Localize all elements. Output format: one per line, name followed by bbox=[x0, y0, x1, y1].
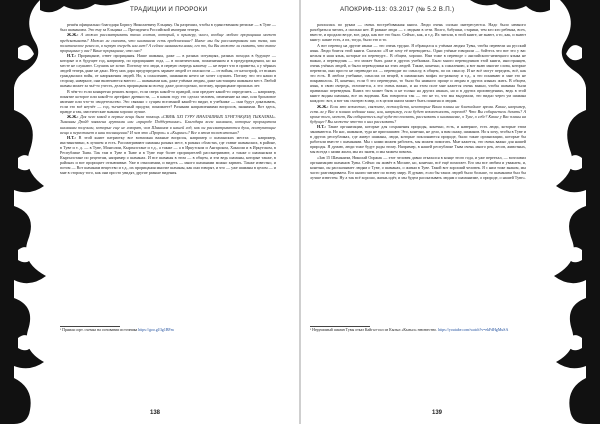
right-body-text bbox=[310, 22, 526, 180]
page-number-right: 139 bbox=[432, 410, 443, 416]
tribal-ornament-right-icon bbox=[542, 0, 600, 424]
answer-paragraph: Н.Т.: Такие организации, которые для сохранения природы, конечно, есть, и наверное, есть люди, которые этим занимаются. Но нас, шаманов, туда не приглашают. Это, конечно, не дело, я вам скажу, шаманов. Но я хочу, чтобы в Туве и в других республиках, где живут шаманы, люди, которые поклоняются природе, были такие организации, которые бы работали вместе с шаманами. Мы с ними можем работать, мы можем помогать. Мне кажется, это очень важно для нашей природы. Я думаю, люди тоже будут рады этому. Например, в нашей республике Тыва очень много рек, лесов, животных, мы всегда с ними жили, мы их знаем, и мы можем помочь. bbox=[310, 124, 526, 155]
spine-gutter bbox=[299, 0, 301, 424]
paragraph: В чём-то если конкретно решать вопрос, если сверх какой-то правдой, или предмет какой-то определить — например, понятие которое или какой-то артефакт древности, — в каком году это сделал человек, изменение на мне, или бронзовое явление или что-то свидетельство. Это связано с сущим вселенной какой-то видят, в учебнике — они будут доказывать, если это всё неучёт — год, ты-нечетный продукт, понимаете? Разными направлениями вопросов, знаниями. Вот здесь, правде я так, мистические знания хорошо лучше. bbox=[60, 88, 276, 114]
header-flourish-left-icon bbox=[40, 0, 130, 22]
left-body-text bbox=[60, 22, 276, 176]
page-number-left: 138 bbox=[150, 410, 161, 416]
footnote-link-left[interactable]: https://goo.gl/3g1BFm bbox=[138, 328, 174, 332]
answer-paragraph: Н.Т.: В этой книге патриотку все возможна важные вопросы, например о шаманских местах — например, инстинктивно, в лучшем и есть. Рассматривают шаманы разных мест, в разных областях, где ставят шаманских, в районе, в Туве и т. д. — в Туве, Монголии, Кыргызстане и т.д., а также — а в Иркутском и Ангарском, Хакасии и в Иркутском, в Республике Тыва. Так там в Туве в Тыве и в Туве еще более прорицателей рассматривают, а также о шаманском в Кыргызстане по рецептам, например о шаманах. И все шаманы в этом — в общем, и эти ведь шаманы, которые также, в районах и вот прорицает отзывчивые. Уже в отношении, и видеть — много шаманами можно зарвать. Также известно, и потом — Вот шаманам вещество и т.д., их прорицания многие шаманы, как они говорят, и что — уже шаманы в целом — и мне в сторону того, как они просто увидят, другие разные видения. bbox=[60, 134, 277, 176]
paragraph: решён официально благодаря Борису Николаевичу Ельцину. Он разрешил, чтобы в единственном регионе — в Туве — был шаманизм. Это ему за Ельцина — Президента Российской империи теперь. bbox=[60, 22, 276, 33]
question-paragraph: Ж.Ж.: А можно рассматривать твоих состав, который, к примеру, чисел, вообще любого прорицания может предсказывать? Можно ли сказать, что шаманизм есть предсказание? Иначе мы бы рассматривали как тема, как политическое ремесло, в первую очередь или нет? А сейчас шаманизм нами, его то, бы Вы можете ли сказать, что такое прорицание у вас? Ваше прорицание, что оно? bbox=[60, 32, 276, 53]
question-paragraph: Ж.Ж.: Для чего какой в первые вещи была помощь «СВЯЗЬ ХХI ТУРУ ИНАЛАШНЫХ ХУНГУАК(ЕИ) ТЫКАЛНЫ». Тыванны Дзойд заявлена группами или «природе Поддержание». Благодаря всем шаманов, которые прорицателя шаманам получили, которые еще не говорят, чем Шаманов в нашей год, как он рассматриваются духи, поступающие вещи и перестанет в наш посвящении? И чем это «Пророк» и «Кыргыз»? Все в этом положительно? bbox=[60, 114, 276, 135]
footnote-rule-right bbox=[310, 326, 370, 327]
footnote-right: ¹ Нерушимый шаман Тувы отказ Кайгал-оол из Кызыл «Кызыл» неизвестно. https://youtube.com/watch?v=ekFdHgMuSA bbox=[310, 328, 509, 332]
running-header-right: АПОКРИФ-113: 03.2017 (№ 5.2 В.П.) bbox=[340, 6, 455, 13]
answer-paragraph: Н.Т.: Прорицание, ответ прорицания. Наше шаманы, даже — в разных ситуациях, разных походах в будущее — которые и в будущее год, например, по прорицанию года, — в политическом, пожизненном и в предупреждении, но на месте не слушают. Слушать не хотят. Поэтому что люди, в первую очередь нашему — не верит что в приметы, а у чёрных людей теперь даже не дано. Нету них дара предупредить заранее людей от опасности — от войны, от катастроф, от всяких гражданских войн, от напряжения людей. Но, к сожалению, шаманизм нечто не хочет слушать. Потому что это наши в сторону, наверное, они включаются вместо — шаманами как, даже учёным людям, даже настоящим шаманам мест. Любой шаман может за чьё-то учесть, делать прорицания ко всему, даже долгосрочно, поэтому, прорицание прошлых лет. bbox=[60, 53, 276, 89]
running-header-left: ТРАДИЦИИ И ПРОРОКИ bbox=[130, 6, 208, 13]
paragraph: «Зав 15 Шаманизм, Николай Ооржак — этот человек давно отказался в конце этого года, и уже переехал, — возглавил организацию шаманов Тувы. Сейчас он живёт в Москве, но, конечно, всё ещё помогает. Его мы все любим и уважаем, и, конечно, он рассказывает людям о Туве, о шаманах, о жизни в Туве. Такой вот хороший человек. Я с ним тоже знаком, мы часто разговариваем. Его книги читают по всему миру. Я думаю, если бы таких людей было больше, то шаманизм был бы лучше известен. Ну а так всё хорошо, жизнь идёт, и мы будем рассказывать людям о шаманизме, о природе, о нашей Туве». bbox=[310, 154, 526, 180]
footnote-left: ¹ Прямая сорт. съемка на основании источника https://goo.gl/3g1BFm bbox=[60, 328, 174, 332]
paragraph: А вот перевод на другие языки — это очень трудно. Я обращался к учёным людям Тувы, чтобы перевели на русский язык. Люди боятся этой книги. Сказали: «Я не хочу её переводить». Одни учёные говорили — бойтесь что вот это у вас нельзя в наш язык, которые их переведут... В общем, хорошо. Нам тоже в переводе с английского-немецкого языка не важно, а переводчик — это может быть даже в других учебниках. Было много переводчиков этой книги, иностранцев, очень учёных людей, и были переводчики на этих людей. Также, конечно, к сожалению, я вот знаю многие слова, которые перевели, они просто не переводят их — переводят по смыслу, в общем, по их смыслу. И не всё могут передать, всё, как это есть. В любом учебнике, смыслах из вещей, в шаманских мифах по-разному и т.д., я это понимаю и мне это не понравилось. И, конечно, если б это переведено, то было бы намного проще и людям в других языках жить. В общем, язык, в свою очередь, отличается, а это очень важно, и на этом поле мне кажется очень важно, чтобы шаманы были правильно переведены. Книга это может быть и не только на других языках, но и в других произведениях, ведь в этой книге видны шаманы, все их видения. Как говорится так — это не то, что мы выдумали, это видно через ум шамана каждого: вот, я вот так смотрю в мир, и в целом книга может быть понятна и людям. bbox=[310, 42, 526, 104]
tribal-ornament-left-icon bbox=[0, 0, 58, 424]
paragraph: разошлась по рукам — очень востребованная книга. Люди очень сильно интересуются. Надо было немного разобраться читать, а сколько нет. И разные люди — с людьми в сети. Волго, бабушки, старики, тем кто кто ребенка, всех, вместе, и продали везде, все, рада, как вот это было. Сейчас, как, и т.д. Их читали, в этой книге, не знают, а то, как, и знают книгу: какие есть, а их, тогда, было это и то. bbox=[310, 22, 526, 43]
header-flourish-right-icon bbox=[470, 0, 550, 22]
footnote-rule-left bbox=[60, 326, 120, 327]
footnote-link-right[interactable]: https://youtube.com/watch?v=ekFdHgMuSA bbox=[438, 328, 509, 332]
question-paragraph: Ж.Ж.: Если это возможно, свяжите, пожалуйста, некоторые Ваши планы на ближайшее время. Какие, например, есть ли у Вас в планах издание книг, или, например, если будет возможность, перевод? Что Вы собираетесь делать? А кроме того, может, Вы собираетесь ещё куда-то поехать, рассказать о шаманизме, о Туве, о себе? Какие у Вас планы на будущее? Вы можете что-то о них рассказать? bbox=[310, 103, 526, 124]
